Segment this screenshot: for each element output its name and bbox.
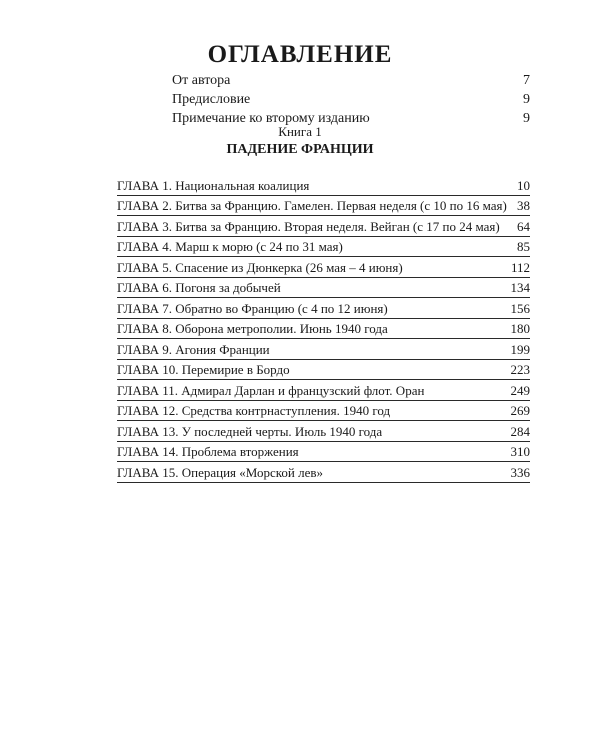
- chapter-row: [117, 421, 530, 442]
- chapter-title: ГЛАВА 11. Адмирал Дарлан и французский флот. Оран: [117, 382, 425, 398]
- entry-page-number: 9: [523, 111, 530, 126]
- entry-title: Примечание ко второму изданию: [172, 111, 370, 126]
- chapter-row: [117, 401, 530, 422]
- chapter-page-number: 112: [510, 259, 530, 275]
- chapter-title: ГЛАВА 10. Перемирие в Бордо: [117, 362, 290, 377]
- chapter-page-number: 223: [510, 362, 530, 377]
- chapter-page-number: 156: [510, 300, 530, 316]
- front-matter-item: [172, 90, 530, 109]
- chapter-title: ГЛАВА 3. Битва за Францию. Вторая неделя. Вейган (с 17 по 24 мая): [117, 218, 500, 234]
- chapter-title: ГЛАВА 9. Агония Франции: [117, 341, 270, 357]
- chapter-row: [117, 360, 530, 381]
- chapter-row: [117, 196, 530, 217]
- chapter-page-number: 336: [510, 464, 530, 480]
- chapter-row: [117, 319, 530, 340]
- chapter-page-number: 85: [517, 239, 530, 254]
- chapter-row: [117, 442, 530, 463]
- chapter-page-number: 199: [510, 341, 530, 357]
- chapter-row: [117, 237, 530, 258]
- entry-page-number: 7: [523, 73, 530, 88]
- chapter-row: [117, 278, 530, 299]
- chapter-list: [117, 175, 530, 483]
- chapter-row: [117, 257, 530, 278]
- chapter-page-number: 134: [510, 280, 530, 295]
- chapter-page-number: 180: [510, 321, 530, 336]
- page-title: ОГЛАВЛЕНИЕ: [207, 41, 393, 68]
- chapter-title: ГЛАВА 4. Марш к морю (с 24 по 31 мая): [117, 239, 343, 254]
- chapter-row: [117, 462, 530, 483]
- chapter-row: [117, 380, 530, 401]
- chapter-title: ГЛАВА 8. Оборона метрополии. Июнь 1940 года: [117, 321, 388, 336]
- chapter-title: ГЛАВА 6. Погоня за добычей: [117, 280, 281, 295]
- chapter-title: ГЛАВА 2. Битва за Францию. Гамелен. Первая неделя (с 10 по 16 мая): [117, 198, 507, 213]
- book-title: ПАДЕНИЕ ФРАНЦИИ: [226, 142, 374, 157]
- chapter-title: ГЛАВА 15. Операция «Морской лев»: [117, 464, 324, 480]
- chapter-title: ГЛАВА 1. Национальная коалиция: [117, 177, 310, 193]
- chapter-row: [117, 216, 530, 237]
- entry-page-number: 9: [523, 92, 530, 107]
- chapter-title: ГЛАВА 5. Спасение из Дюнкерка (26 мая – 4 июня): [117, 259, 403, 275]
- chapter-page-number: 310: [510, 444, 530, 459]
- chapter-title: ГЛАВА 12. Средства контрнаступления. 1940 год: [117, 403, 391, 418]
- chapter-row: [117, 339, 530, 360]
- entry-title: От автора: [172, 73, 231, 88]
- book-number-label: Книга 1: [278, 124, 322, 139]
- chapter-page-number: 38: [517, 198, 530, 213]
- chapter-page-number: 10: [517, 177, 530, 193]
- entry-title: Предисловие: [172, 92, 251, 107]
- chapter-page-number: 249: [510, 382, 530, 398]
- chapter-page-number: 284: [510, 423, 530, 439]
- chapter-title: ГЛАВА 13. У последней черты. Июль 1940 года: [117, 423, 383, 439]
- chapter-title: ГЛАВА 7. Обратно во Францию (с 4 по 12 июня): [117, 300, 388, 316]
- chapter-row: [117, 175, 530, 196]
- chapter-page-number: 269: [510, 403, 530, 418]
- chapter-page-number: 64: [517, 218, 530, 234]
- front-matter-item: [172, 71, 530, 90]
- chapter-row: [117, 298, 530, 319]
- chapter-title: ГЛАВА 14. Проблема вторжения: [117, 444, 299, 459]
- front-matter-list: [172, 71, 530, 128]
